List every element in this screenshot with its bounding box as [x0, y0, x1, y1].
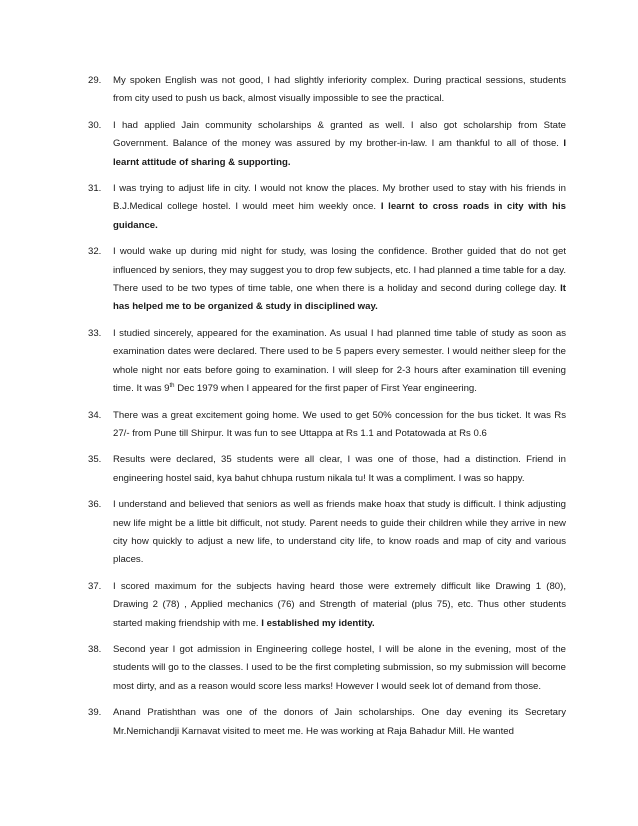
list-item: [88, 117, 566, 172]
item-bold-text: It has helped me to be organized & study in disciplined way.: [113, 283, 566, 313]
item-number: 39.: [88, 707, 102, 719]
item-bold-text: I learnt attitude of sharing & supporting.: [113, 138, 566, 168]
item-number: 36.: [88, 499, 102, 511]
item-text: There was a great excitement going home. We used to get 50% concession for the bus ticket. It was Rs 27/- from Pune till Shirpur. It was fun to see Uttappa at Rs 1.1 and Potatowada at Rs 0.6: [113, 409, 566, 439]
item-number: 38.: [88, 643, 102, 655]
item-text: Results were declared, 35 students were all clear, I was one of those, had a distinction. Friend in engineering hostel said, kya bahut chhupa rustum nikala tu! It was a compliment. I was so happy.: [113, 454, 566, 484]
item-number: 29.: [88, 75, 102, 86]
item-text: Second year I got admission in Engineering college hostel, I will be alone in the evening, most of the students will go to the classes. I used to be the first completing submission, so my submission will become most dirty, and as a reason would score less marks! However I would seek lot of demand from those.: [113, 643, 566, 692]
item-number: 32.: [88, 246, 102, 258]
list-item: [88, 243, 566, 317]
list-item: [88, 451, 566, 488]
list-item: [88, 180, 566, 235]
item-bold-text: I established my identity.: [261, 617, 375, 629]
item-text: I had applied Jain community scholarships & granted as well. I also got scholarship from State Government. Balance of the money was assured by my brother-in-law. I am thankful to all of those.: [113, 119, 566, 150]
list-item: [88, 407, 566, 444]
list-item: [88, 72, 566, 109]
ordinal-superscript: th: [169, 383, 175, 390]
item-number: 34.: [88, 409, 102, 421]
item-number: 31.: [88, 183, 102, 195]
item-number: 37.: [88, 580, 102, 592]
item-number: 30.: [88, 119, 102, 131]
item-number: 33.: [88, 327, 102, 339]
list-item: [88, 641, 566, 696]
item-text: My spoken English was not good, I had slightly inferiority complex. During practical sessions, students from city used to push us back, almost visually impossible to see the practical.: [113, 75, 566, 105]
item-text: Anand Pratishthan was one of the donors of Jain scholarships. One day evening its Secretary Mr.Nemichandji Karnavat visited to meet me. He was working at Raja Bahadur Mill. He wanted: [113, 707, 566, 737]
numbered-list: [88, 72, 566, 741]
list-item: [88, 325, 566, 399]
item-text: I studied sincerely, appeared for the examination. As usual I had planned time table of study as soon as examination dates were declared. There used to be 5 papers every semester. I would neither sleep for the whole night nor eats before going to examination. I will sleep for 2-3 hours after examination till evening time. It was 9: [113, 327, 566, 395]
list-item: [88, 496, 566, 570]
item-bold-text: I learnt to cross roads in city with his guidance.: [113, 201, 567, 231]
list-item: [88, 578, 566, 633]
item-number: 35.: [88, 454, 102, 466]
item-text: I scored maximum for the subjects having heard those were extremely difficult like Drawing 1 (80), Drawing 2 (78) , Applied mechanics (76) and Strength of material (plus 75), etc. Thus other students started making friendship with me.: [113, 580, 566, 629]
list-item: [88, 704, 566, 741]
item-text: I was trying to adjust life in city. I would not know the places. My brother used to stay with his friends in B.J.Medical college hostel. I would meet him weekly once.: [113, 183, 566, 213]
item-text-continued: Dec 1979 when I appeared for the first paper of First Year engineering.: [174, 383, 477, 395]
item-text: I understand and believed that seniors as well as friends make hoax that study is difficult. I think adjusting new life might be a little bit difficult, not study. Parent needs to guide their children while they arrive in new city how quickly to adjust a new life, to understand city life, to know roads and map of city and various places.: [113, 499, 566, 566]
item-text: I would wake up during mid night for study, was losing the confidence. Brother guided that do not get influenced by seniors, they may suggest you to drop few subjects, etc. I had planned a time table for a day. There used to be two types of time table, one when there is a holiday and second during college day.: [113, 246, 566, 295]
